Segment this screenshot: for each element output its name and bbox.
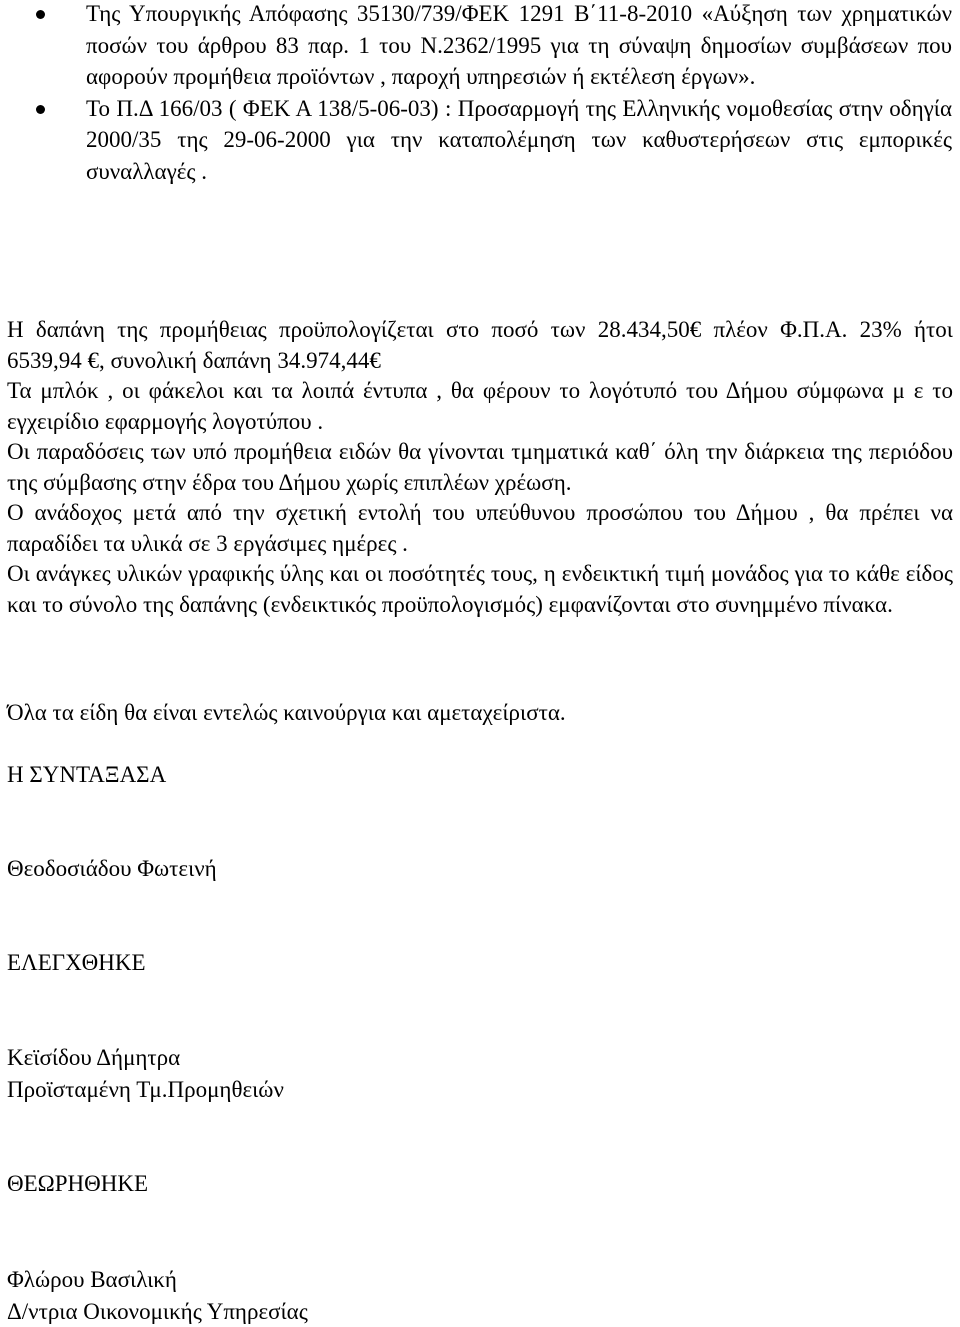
cost-paragraph: Η δαπάνη της προμήθειας προϋπολογίζεται στο ποσό των 28.434,50€ πλέον Φ.Π.Α. 23% ήτοι 6539,94 €, συνολική δαπάνη 34.974,44€ [7, 317, 953, 373]
bullet-item-ministerial-decision [0, 0, 960, 93]
checked-title: Προϊσταμένη Τμ.Προμηθειών [7, 1077, 284, 1102]
approved-label: ΘΕΩΡΗΘΗΚΕ [7, 1171, 149, 1196]
body-text [7, 315, 953, 620]
delivery-paragraph: Οι παραδόσεις των υπό προμήθεια ειδών θα γίνονται τμηματικά καθ΄ όλη την διάρκεια της περιόδου της σύμβασης στην έδρα του Δήμου χωρίς επιπλέων χρέωση. [7, 439, 953, 495]
needs-paragraph: Οι ανάγκες υλικών γραφικής ύλης και οι ποσότητές τους, η ενδεικτική τιμή μονάδος για το κάθε είδος και το σύνολο της δαπάνης (ενδεικτικός προϋπολογισμός) εμφανίζονται στο συνημμένο πίνακα. [7, 561, 953, 617]
legal-references-list [0, 0, 960, 189]
checked-label: ΕΛΕΓΧΘΗΚΕ [7, 950, 146, 975]
bullet-icon [36, 105, 45, 114]
approved-title: Δ/ντρια Οικονομικής Υπηρεσίας [7, 1299, 308, 1324]
bullet-icon [36, 10, 45, 19]
bullet-text: Το Π.Δ 166/03 ( ΦΕΚ Α 138/5-06-03) : Προσαρμογή της Ελληνικής νομοθεσίας στην οδηγία 2000/35 της 29-06-2000 για την καταπολέμηση των καθυστερήσεων στις εμπορικές συναλλαγές . [86, 95, 952, 184]
checked-name: Κεϊσίδου Δήμητρα [7, 1045, 181, 1070]
approved-name: Φλώρου Βασιλική [7, 1267, 177, 1292]
contractor-paragraph: Ο ανάδοχος μετά από την σχετική εντολή του υπεύθυνου προσώπου του Δήμου , θα πρέπει να παραδίδει τα υλικά σε 3 εργάσιμες ημέρες . [7, 500, 953, 556]
composed-label: Η ΣΥΝΤΑΞΑΣΑ [7, 762, 167, 787]
closing-note: Όλα τα είδη θα είναι εντελώς καινούργια και αμεταχείριστα. [7, 700, 566, 725]
bullet-text: Της Υπουργικής Απόφασης 35130/739/ΦΕΚ 1291 Β΄11-8-2010 «Αύξηση των χρηματικών ποσών του άρθρου 83 παρ. 1 του Ν.2362/1995 για τη σύναψη δημοσίων συμβάσεων που αφορούν προμήθεια προϊόντων , παροχή υπηρεσιών ή εκτέλεση έργων». [86, 1, 952, 89]
composed-name: Θεοδοσιάδου Φωτεινή [7, 856, 217, 881]
logo-paragraph: Τα μπλόκ , οι φάκελοι και τα λοιπά έντυπα , θα φέρουν το λογότυπό του Δήμου σύμφωνα μ ε το εγχειρίδιο εφαρμογής λογοτύπου . [7, 378, 953, 434]
bullet-item-presidential-decree [0, 93, 960, 188]
